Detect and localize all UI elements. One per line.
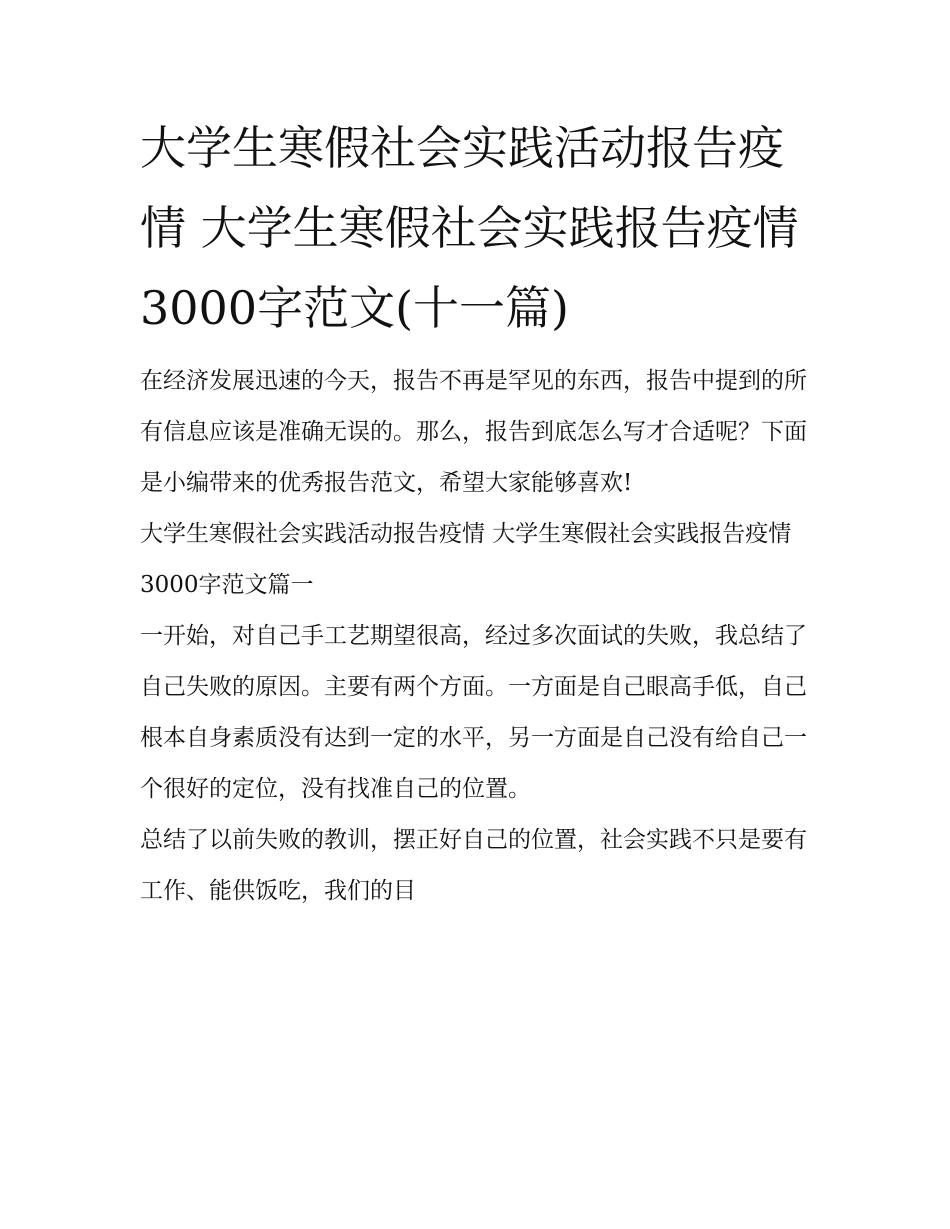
document-body xyxy=(140,356,820,917)
document-page xyxy=(140,108,820,917)
document-title: 大学生寒假社会实践活动报告疫情 大学生寒假社会实践报告疫情3000字范文(十一篇) xyxy=(140,121,799,335)
section-heading: 大学生寒假社会实践活动报告疫情 大学生寒假社会实践报告疫情3000字范文篇一 xyxy=(140,521,792,598)
intro-paragraph: 在经济发展迅速的今天，报告不再是罕见的东西，报告中提到的所有信息应该是准确无误的。那么，报告到底怎么写才合适呢？下面是小编带来的优秀报告范文，希望大家能够喜欢! xyxy=(140,368,807,496)
body-paragraph: 一开始，对自己手工艺期望很高，经过多次面试的失败，我总结了自己失败的原因。主要有两个方面。一方面是自己眼高手低，自己根本自身素质没有达到一定的水平，另一方面是自己没有给自己一个很好的定位，没有找准自己的位置。 xyxy=(140,623,807,802)
body-paragraph: 总结了以前失败的教训，摆正好自己的位置，社会实践不只是要有工作、能供饭吃，我们的目 xyxy=(140,827,807,904)
